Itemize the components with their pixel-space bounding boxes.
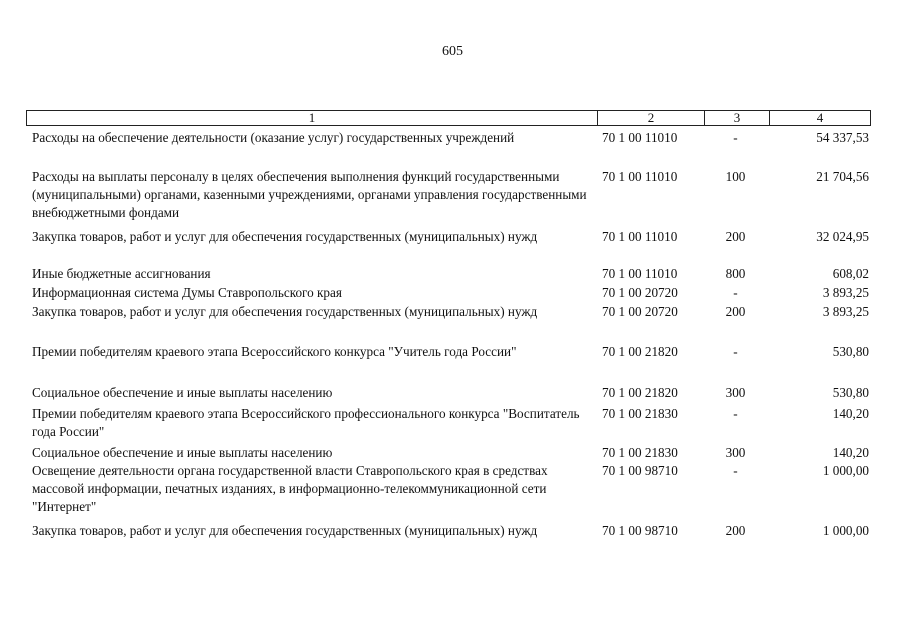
- row-code: 70 1 00 11010: [602, 169, 678, 184]
- row-amount: 21 704,56: [816, 169, 869, 184]
- row-code: 70 1 00 21830: [602, 445, 678, 460]
- row-description: Закупка товаров, работ и услуг для обеспечения государственных (муниципальных) нужд: [32, 523, 538, 538]
- page-number: 605: [442, 44, 463, 59]
- row-amount: 54 337,53: [816, 130, 869, 145]
- row-type: -: [733, 285, 738, 300]
- row-amount: 3 893,25: [822, 304, 869, 319]
- row-description: Освещение деятельности органа государственной власти Ставропольского края в средствах массовой информации, печатных изданиях, в информационно-телекоммуникационной сети "Интернет": [32, 463, 548, 514]
- header-col-3: 3: [704, 111, 769, 125]
- row-description: Информационная система Думы Ставропольского края: [32, 285, 342, 300]
- table-header: [26, 110, 871, 126]
- row-type: 200: [725, 304, 746, 319]
- row-amount: 530,80: [832, 385, 869, 400]
- row-description: Закупка товаров, работ и услуг для обеспечения государственных (муниципальных) нужд: [32, 304, 538, 319]
- row-type: 100: [725, 169, 746, 184]
- row-type: 800: [725, 266, 746, 281]
- row-amount: 3 893,25: [822, 285, 869, 300]
- row-code: 70 1 00 21820: [602, 344, 678, 359]
- row-code: 70 1 00 11010: [602, 130, 678, 145]
- row-description: Расходы на обеспечение деятельности (оказание услуг) государственных учреждений: [32, 130, 515, 145]
- row-description: Иные бюджетные ассигнования: [32, 266, 211, 281]
- row-type: 300: [725, 445, 746, 460]
- header-col-1: 1: [308, 110, 316, 125]
- row-type: -: [733, 344, 738, 359]
- row-code: 70 1 00 98710: [602, 463, 678, 478]
- header-col-4: 4: [769, 111, 870, 125]
- row-type: -: [733, 130, 738, 145]
- row-amount: 32 024,95: [816, 229, 869, 244]
- row-amount: 140,20: [832, 445, 869, 460]
- header-col-2: 2: [597, 111, 704, 125]
- row-description: Закупка товаров, работ и услуг для обеспечения государственных (муниципальных) нужд: [32, 229, 538, 244]
- row-description: Премии победителям краевого этапа Всероссийского профессионального конкурса "Воспитатель года России": [32, 406, 580, 439]
- row-code: 70 1 00 20720: [602, 304, 678, 319]
- row-code: 70 1 00 11010: [602, 229, 678, 244]
- row-amount: 530,80: [832, 344, 869, 359]
- row-amount: 140,20: [832, 406, 869, 421]
- row-type: 200: [725, 229, 746, 244]
- row-description: Социальное обеспечение и иные выплаты населению: [32, 445, 333, 460]
- row-description: Социальное обеспечение и иные выплаты населению: [32, 385, 333, 400]
- row-code: 70 1 00 20720: [602, 285, 678, 300]
- row-amount: 608,02: [832, 266, 869, 281]
- row-code: 70 1 00 11010: [602, 266, 678, 281]
- row-amount: 1 000,00: [822, 523, 869, 538]
- row-amount: 1 000,00: [822, 463, 869, 478]
- row-description: Премии победителям краевого этапа Всероссийского конкурса "Учитель года России": [32, 344, 517, 359]
- row-type: 300: [725, 385, 746, 400]
- row-code: 70 1 00 21830: [602, 406, 678, 421]
- row-description: Расходы на выплаты персоналу в целях обеспечения выполнения функций государственными (муниципальными) органами, казенными учреждениями, органами управления государственными внебюджетными фондами: [32, 169, 587, 220]
- row-type: -: [733, 406, 738, 421]
- row-type: -: [733, 463, 738, 478]
- row-code: 70 1 00 98710: [602, 523, 678, 538]
- row-code: 70 1 00 21820: [602, 385, 678, 400]
- row-type: 200: [725, 523, 746, 538]
